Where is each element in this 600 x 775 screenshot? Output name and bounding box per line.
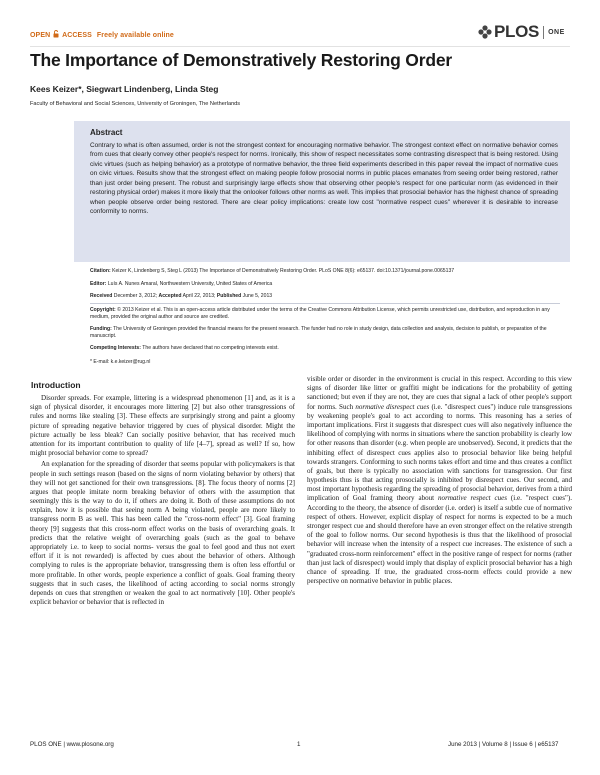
journal-logo [478,22,565,42]
abstract-heading: Abstract [90,128,123,137]
received-date: December 3, 2012; [113,293,158,299]
affiliation: Faculty of Behavioral and Social Sciences, University of Groningen, The Netherlands [30,101,241,107]
funding-label: Funding: [90,326,112,332]
meta-rule [90,303,560,304]
competing-label: Competing Interests: [90,345,141,351]
accepted-label: Accepted [158,293,182,299]
open-lock-icon [53,30,59,38]
open-access-label-2: ACCESS [62,32,92,39]
citation-line [90,268,560,275]
email-address[interactable]: k.e.keizer@rug.nl [110,359,151,365]
disrespect-cues-term: normative disrespect cues [355,402,430,411]
right-text-a: visible order or disorder in the environment is crucial in this respect. According to this view signs of disorder like litter or graffiti might be indications for the probability of getting sanctioned; but even if they are not, they are cues that signal a lack of other people's support for norms. Such [307,375,572,411]
one-wordmark: ONE [548,28,565,36]
respect-cues-term: normative respect cues [438,494,508,503]
right-text-c: (i.e. "respect cues"). According to the theory, the absence of disorder (i.e. order) is itself a subtle cue of normative respect of others. However, explicit display of respect for norms is expected to be a much stronger respect cue and should therefore have an even stronger effect on the relative strength of the goal to follow norms. Our second hypothesis is thus that the likelihood of prosocial behavior will increase when the intensity of a respect cue increases. The existence of such a "graduated cross-norm reinforcement" effect in the positive range of respect for norms (rather than just lack of disrespect) would imply that display of explicit prosocial behavior has a high chance of spreading. If true, the graduated cross-norm effects could provide a new perspective on normative behavior in public places. [307,494,573,586]
right-column [307,375,572,586]
plos-flower-icon [478,25,492,39]
intro-paragraph-2: An explanation for the spreading of disorder that seems popular with policymakers is that people in such settings reason (based on the signs of norm violating behavior by others) that they will not get sanctioned for their own transgressions. [8]. The focus theory of norms [2] argues that people imitate norm breaking behavior of others with the assumption that seemingly this is the way to do it, if others are doing it. Both of these assumptions do not explain, how it is possible that seeing norm A being violated, people are more likely to transgress norm B as well. This has been called the "cross-norm effect" [3]. Goal framing theory [9] suggests that this cross-norm effect works on the basis of overarching goals. It predicts that the relative weight of overarching goals (such as the goal to behave appropriately i.e. to keep to social norms- versus the goal to feel good and thus not exert effort if it is not rewarded) is affected by cues about the behavior of others. Although complying to rules is the appropriate behavior, transgressing them is often less effortful or more profitable. In other words, people experience a conflict of goals. Goal framing theory suggests that in such cases, the likelihood of acting according to social norms strongly depends on cues that strengthen or weaken the goal to act normatively [10]. Other people's explicit behavior or behavior that is reflected in [30,460,295,607]
email-label: * E-mail: [90,359,110,365]
right-paragraph [307,375,572,586]
left-column [30,394,295,607]
copyright-text: © 2013 Keizer et al. This is an open-access article distributed under the terms of the Creative Commons Attribution License, which permits unrestricted use, distribution, and reproduction in any medium, provided the original author and source are credited. [90,307,550,321]
author-list: Kees Keizer*, Siegwart Lindenberg, Linda Steg [30,84,219,94]
footer-journal-url: PLOS ONE | www.plosone.org [30,741,114,748]
funding-text: The University of Groningen provided the financial means for the present research. The funder had no role in study design, data collection and analysis, decision to publish, or preparation of the manuscript. [90,326,547,340]
open-access-label-1: OPEN [30,32,51,39]
accepted-date: April 22, 2013; [182,293,216,299]
copyright-line [90,307,560,321]
logo-divider [543,26,544,39]
abstract-text: Contrary to what is often assumed, order is not the strongest context for encouraging normative behavior. The strongest context effect on normative behavior comes from cues that clearly convey other people's respect for norms. Ironically, this show of respect necessitates some contrasting disrespect that is being restored. Using civic virtues (such as helping behavior) as a prototype of normative behavior, the three field experiments described in this paper reveal the impact of normative cues on civic virtues. Results show that the strongest effect on making people follow prosocial norms in public places emanates from seeing order being restored, rather than just order being present. The robust and surprisingly large effects show that observing other people's respect for one particular norm (as evidenced in their restoring physical order) makes it more likely that the onlooker follows other norms as well. This implies that prosocial behavior has the highest chance of spreading when people observe order being restored. There are clear policy implications: create low cost "normative respect cues" wherever it is desirable to increase conformity to norms. [90,142,558,216]
competing-text: The authors have declared that no competing interests exist. [142,345,279,351]
editor-line [90,281,560,288]
editor-text: Luís A. Nunes Amaral, Northwestern University, United States of America [107,281,273,287]
freely-available-label: Freely available online [96,32,174,39]
citation-label: Citation: [90,268,111,274]
right-text-b: (i.e. "disrespect cues") induce rule transgressions by weakening people's goal to act according to norms. This reasoning has a series of important implications. First it suggests that disrespect cues will also negatively influence the likelihood of complying with norms in situations where the sanction probability is clearly low for other reasons than disorder (e.g. when people are unobserved). Second, it predicts that the inhibiting effect of disrespect cues applies also to prosocial behavior like being helpful towards strangers. Conforming to such norms takes effort and time and thus creates a conflict of goals, but there is typically no association with sanctions for transgression. Our first hypothesis thus is that acting prosocially is inhibited by disrespect cues. Our second, and most important hypothesis regarding the spreading of prosocial behavior, derives from a third implication of Goal framing theory about [307,402,572,503]
competing-interests-line [90,345,560,352]
open-access-badge [30,30,174,39]
copyright-label: Copyright: [90,307,116,313]
funding-line [90,326,560,340]
received-label: Received [90,293,113,299]
dates-line [90,293,560,300]
published-label: Published [216,293,242,299]
citation-text: Keizer K, Lindenberg S, Steg L (2013) The Importance of Demonstratively Restoring Order. PLoS ONE 8(6): e65137. doi:10.1371/journal.pone.0065137 [112,268,455,274]
editor-label: Editor: [90,281,107,287]
plos-wordmark: PLOS [494,22,540,41]
footer-page-number: 1 [297,741,301,748]
introduction-heading: Introduction [31,380,81,390]
published-date: June 5, 2013 [242,293,273,299]
header-rule [30,46,570,47]
email-line [90,359,560,366]
page-title: The Importance of Demonstratively Restoring Order [30,50,452,70]
intro-paragraph-1: Disorder spreads. For example, littering is a widespread phenomenon [1] and, as it is a sign of physical disorder, it encourages more littering [2] but also other transgressions of rules and norms like stealing [3]. These effects are surprisingly strong and paint a gloomy picture of spreading negative behavior triggered by cues of physical disorder. Might the picture actually be less bleak? Can socially positive behavior, that has received much attention for its important contribution to quality of life [4–7], spread as well? If so, how might prosocial behavior come to spread? [30,394,295,458]
footer-issue: June 2013 | Volume 8 | Issue 6 | e65137 [448,741,559,748]
